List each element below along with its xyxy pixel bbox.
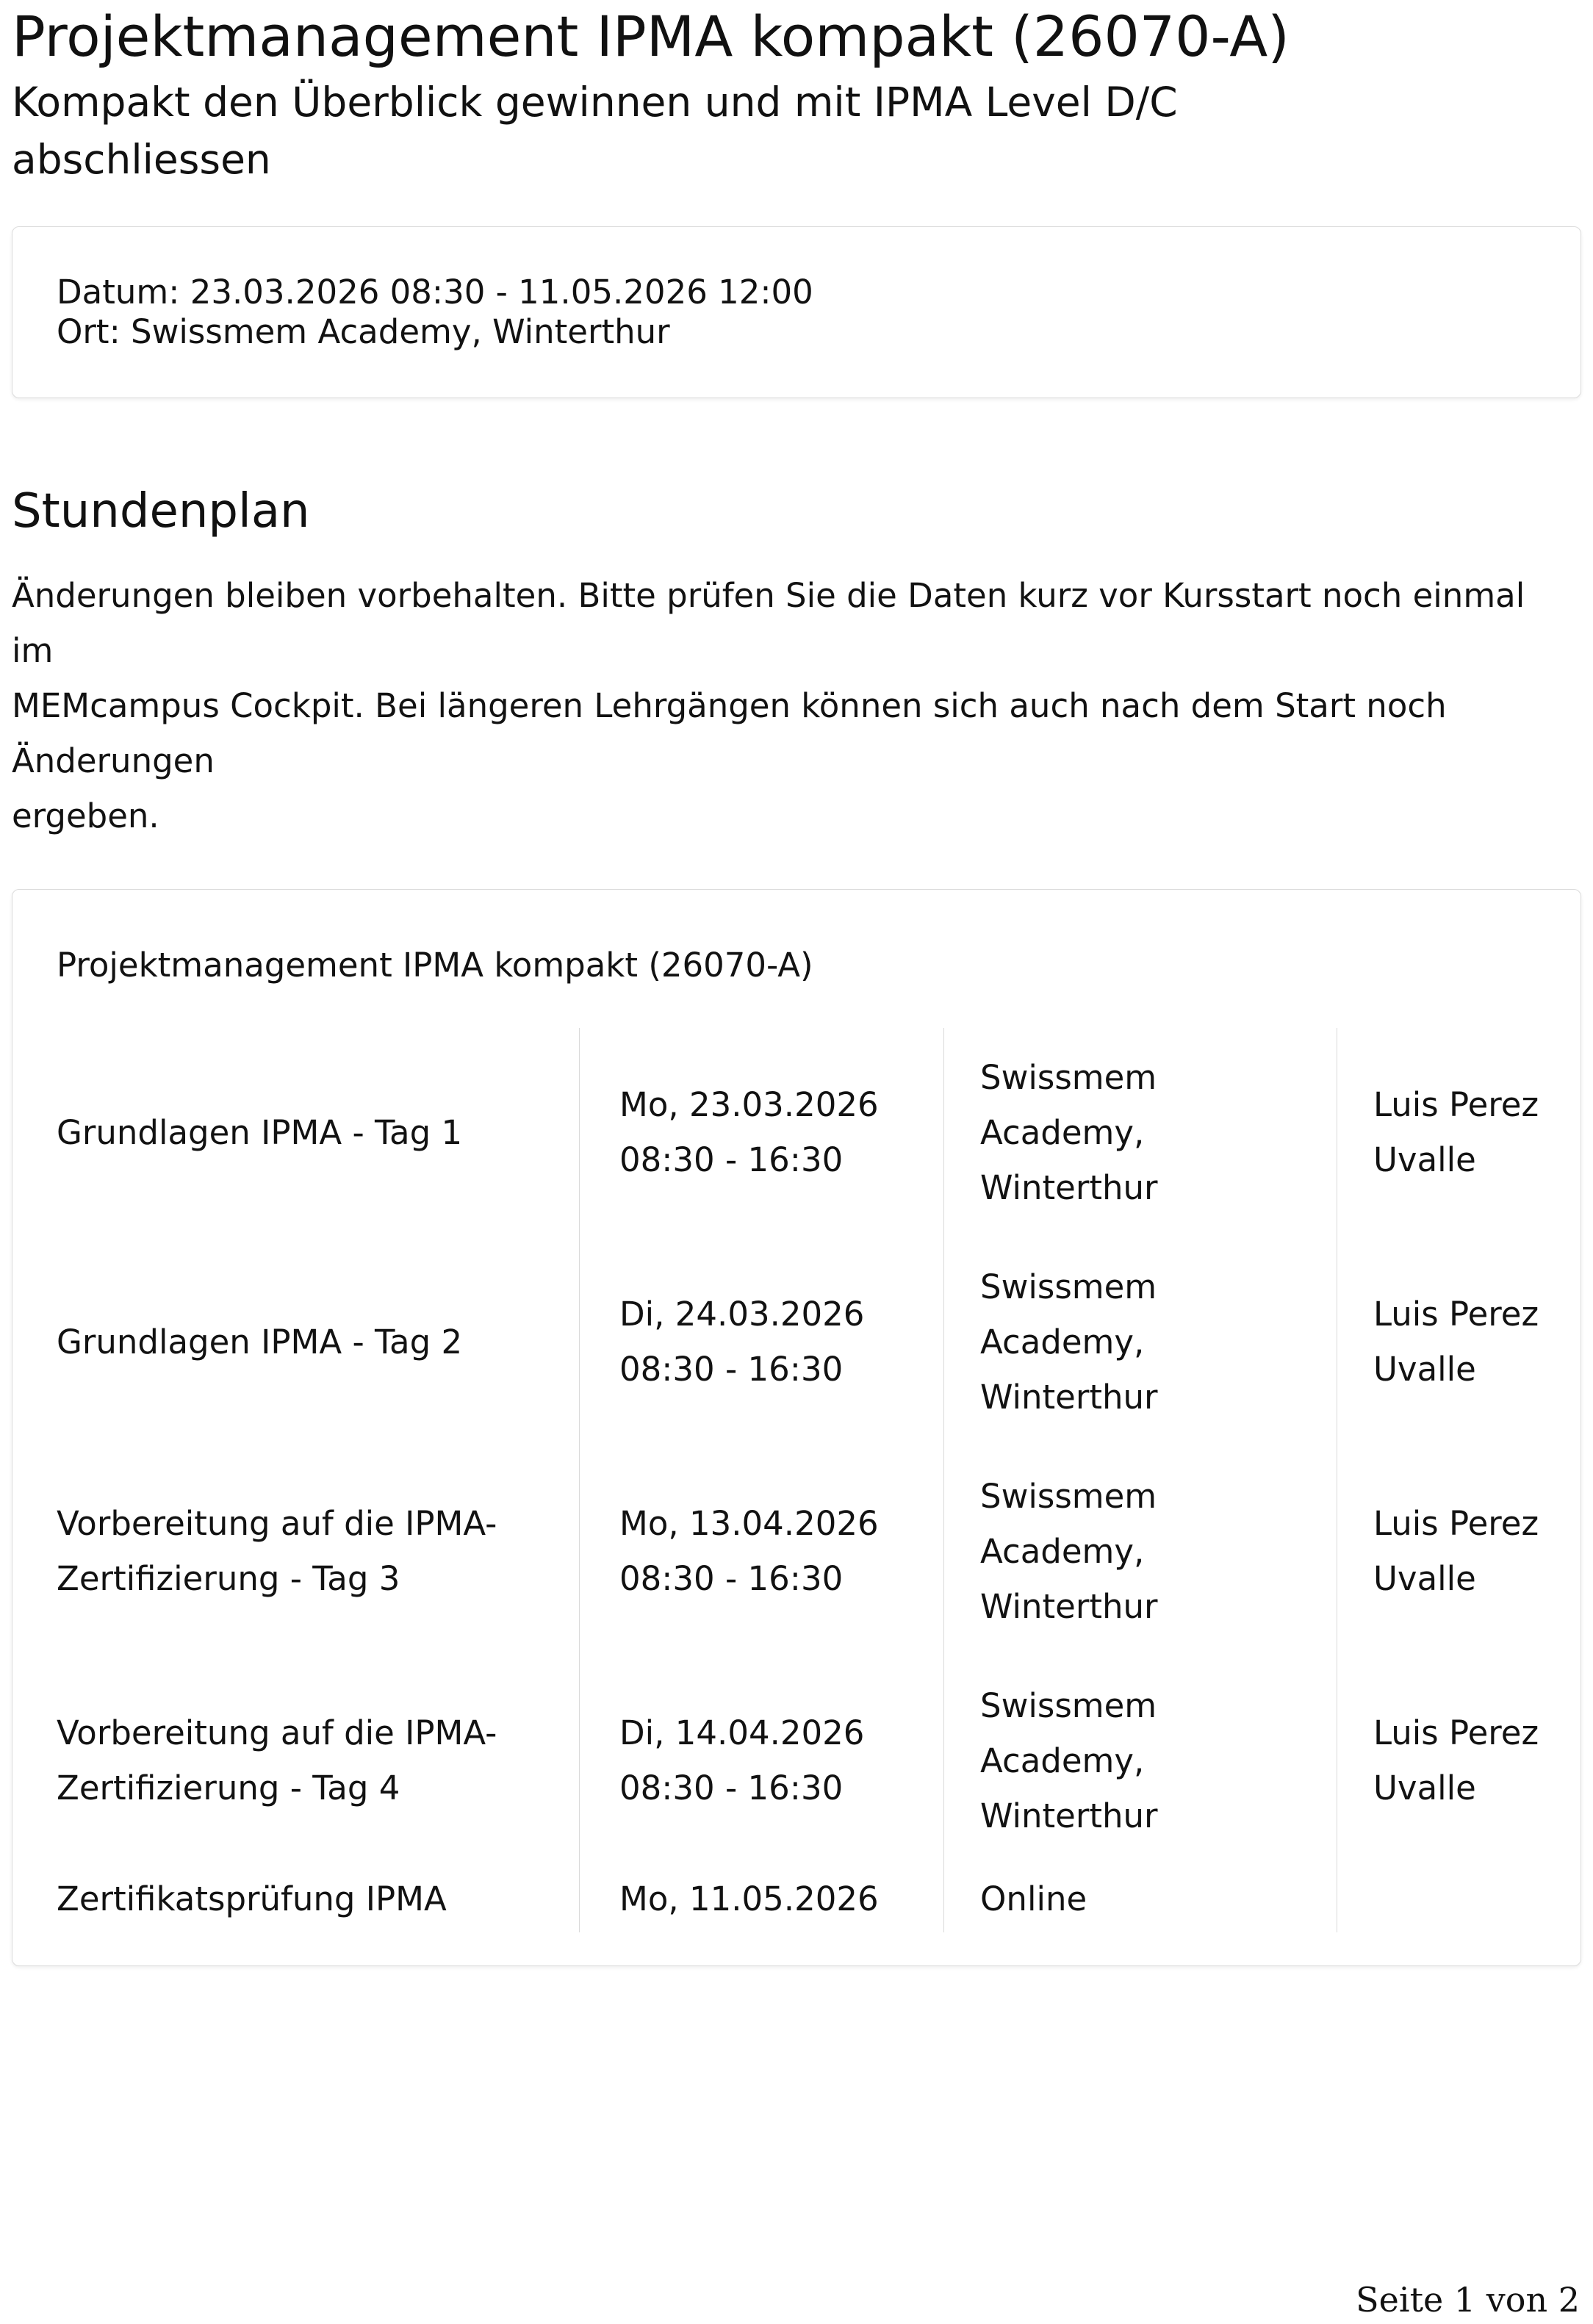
page-title: Projektmanagement IPMA kompakt (26070-A) — [12, 4, 1290, 69]
course-date-line: Datum: 23.03.2026 08:30 - 11.05.2026 12:00 — [57, 273, 813, 312]
schedule-cell-trainer: Luis Perez Uvalle — [1337, 1447, 1581, 1656]
schedule-row — [12, 1028, 1581, 1237]
schedule-cell-date: Mo, 13.04.2026 08:30 - 16:30 — [579, 1447, 943, 1656]
schedule-cell-date: Di, 24.03.2026 08:30 - 16:30 — [579, 1237, 943, 1447]
schedule-cell-location: Online — [943, 1866, 1337, 1932]
schedule-cell-activity: Vorbereitung auf die IPMA- Zertifizierung - Tag 3 — [57, 1504, 497, 1599]
schedule-note: Änderungen bleiben vorbehalten. Bitte prüfen Sie die Daten kurz vor Kursstart noch einmal im MEMcampus Cockpit. Bei längeren Lehrgängen können sich auch nach dem Start noch Änderungen ergeben. — [12, 575, 1525, 835]
schedule-cell-activity: Vorbereitung auf die IPMA- Zertifizierung - Tag 4 — [57, 1713, 497, 1808]
page-number-indicator: Seite 1 von 2 — [1356, 2280, 1580, 2320]
schedule-section-heading: Stundenplan — [12, 484, 310, 539]
schedule-cell-date: Mo, 11.05.2026 — [579, 1866, 943, 1932]
schedule-row — [12, 1656, 1581, 1866]
schedule-cell-trainer — [1337, 1866, 1581, 1932]
schedule-cell-activity: Zertifikatsprüfung IPMA — [57, 1879, 447, 1918]
schedule-cell-trainer: Luis Perez Uvalle — [1337, 1656, 1581, 1866]
schedule-row — [12, 1447, 1581, 1656]
schedule-cell-location: Swissmem Academy, Winterthur — [943, 1028, 1337, 1237]
schedule-cell-location: Swissmem Academy, Winterthur — [943, 1656, 1337, 1866]
course-info-box — [12, 226, 1581, 398]
page-subtitle: Kompakt den Überblick gewinnen und mit IPMA Level D/C abschliessen — [12, 79, 1178, 184]
schedule-cell-activity: Grundlagen IPMA - Tag 2 — [57, 1322, 463, 1361]
schedule-table-title: Projektmanagement IPMA kompakt (26070-A) — [57, 945, 813, 985]
schedule-row — [12, 1866, 1581, 1932]
schedule-cell-date: Mo, 23.03.2026 08:30 - 16:30 — [579, 1028, 943, 1237]
schedule-cell-trainer: Luis Perez Uvalle — [1337, 1028, 1581, 1237]
schedule-cell-location: Swissmem Academy, Winterthur — [943, 1237, 1337, 1447]
schedule-table-card — [12, 889, 1581, 1966]
schedule-cell-trainer: Luis Perez Uvalle — [1337, 1237, 1581, 1447]
schedule-cell-location: Swissmem Academy, Winterthur — [943, 1447, 1337, 1656]
course-location-line: Ort: Swissmem Academy, Winterthur — [57, 312, 670, 352]
schedule-cell-date: Di, 14.04.2026 08:30 - 16:30 — [579, 1656, 943, 1866]
schedule-rows — [12, 1028, 1581, 1932]
schedule-row — [12, 1237, 1581, 1447]
schedule-cell-activity: Grundlagen IPMA - Tag 1 — [57, 1112, 463, 1152]
